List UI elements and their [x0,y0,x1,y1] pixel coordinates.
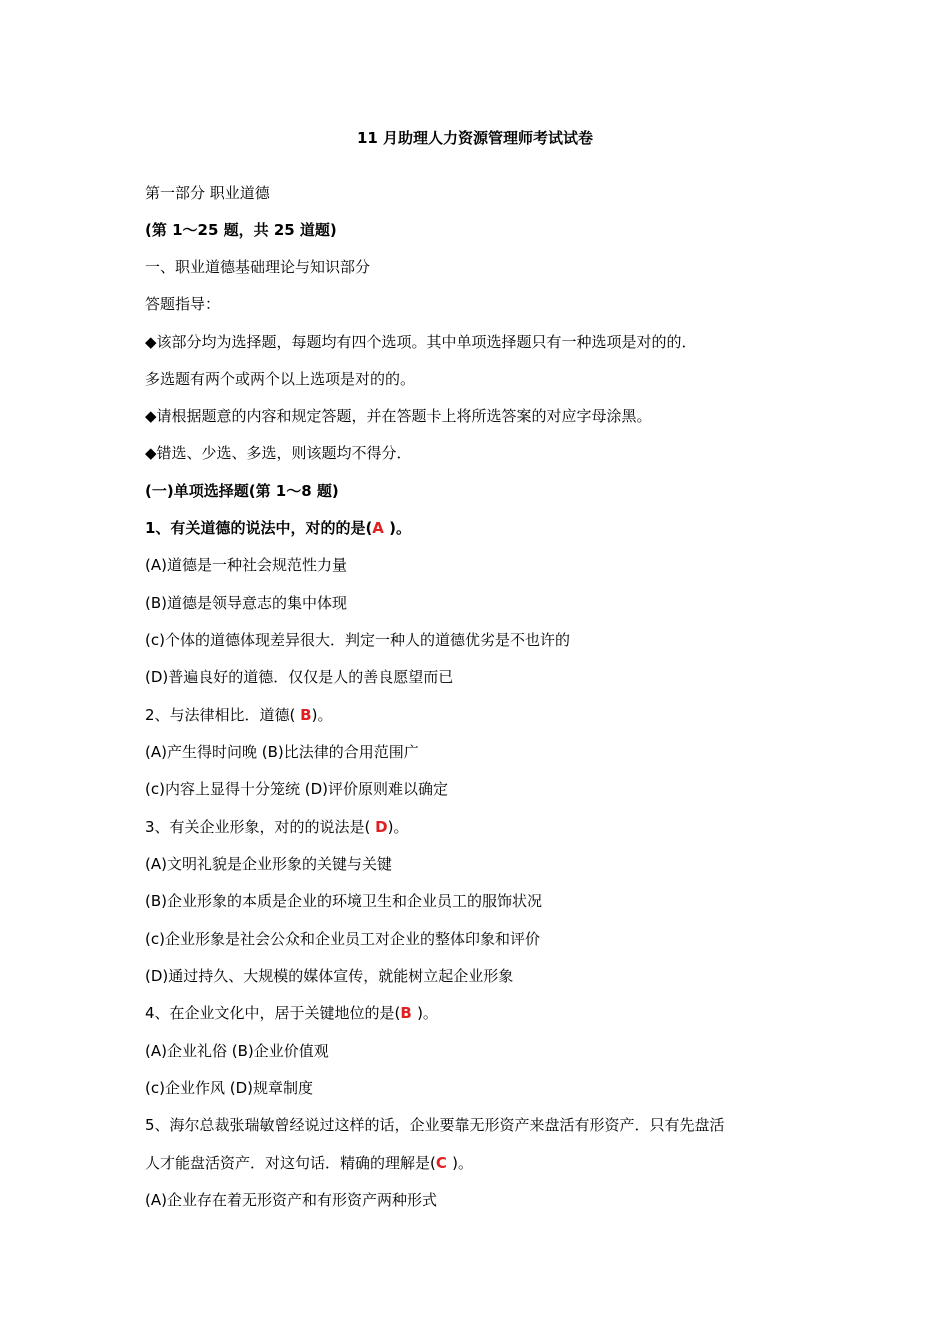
option-c: (c)企业形象是社会公众和企业员工对企业的整体印象和评价 [145,930,540,948]
question-end: )。 [389,519,411,537]
question-end: )。 [452,1154,473,1172]
options-ab: (A)企业礼俗 (B)企业价值观 [145,1042,329,1060]
document-title: 11 月助理人力资源管理师考试试卷 [356,129,594,147]
option-b: (B)道德是领导意志的集中体现 [145,594,347,612]
options-cd: (c)企业作风 (D)规章制度 [145,1079,313,1097]
question-text: 2、与法律相比．道德( [145,706,301,724]
answer-mark: B [400,1004,418,1022]
question-end: )。 [387,818,409,836]
guide-item: 多选题有两个或两个以上选项是对的的。 [145,370,416,388]
options-cd: (c)内容上显得十分笼统 (D)评价原则难以确定 [145,780,448,798]
guide-title: 答题指导： [145,295,221,313]
answer-mark: B [300,706,312,724]
question-end: )。 [311,706,333,724]
question-range: (第 1～25 题，共 25 道题) [145,221,337,239]
question-text: 4、在企业文化中，居于关键地位的是( [145,1004,401,1022]
question-text: 人才能盘活资产．对这句话．精确的理解是( [145,1154,436,1172]
question-text: 3、有关企业形象，对的的说法是( [145,818,376,836]
question-4 [145,1002,825,1024]
option-d: (D)通过持久、大规模的媒体宣传，就能树立起企业形象 [145,967,514,985]
guide-item: ◆请根据题意的内容和规定答题，并在答题卡上将所选答案的对应字母涂黑。 [145,407,652,425]
part-heading: 第一部分 职业道德 [145,184,270,202]
question-5-continued [145,1152,825,1174]
option-a: (A)企业存在着无形资产和有形资产两种形式 [145,1191,437,1209]
question-2 [145,704,825,726]
guide-item: ◆该部分均为选择题，每题均有四个选项。其中单项选择题只有一种选项是对的的． [145,333,697,351]
answer-mark: A [372,519,390,537]
options-ab: (A)产生得时问晚 (B)比法律的合用范围广 [145,743,419,761]
option-d: (D)普遍良好的道德．仅仅是人的善良愿望而已 [145,668,454,686]
question-end: )。 [417,1004,438,1022]
question-text: 1、有关道德的说法中，对的的是( [145,519,373,537]
section-heading: 一、职业道德基础理论与知识部分 [145,258,371,276]
guide-item: ◆错选、少选、多选，则该题均不得分． [145,444,412,462]
option-a: (A)文明礼貌是企业形象的关键与关键 [145,855,392,873]
option-a: (A)道德是一种社会规范性力量 [145,556,347,574]
subsection-heading: (一)单项选择题(第 1～8 题) [145,482,339,500]
question-5: 5、海尔总裁张瑞敏曾经说过这样的话，企业要靠无形资产来盘活有形资产．只有先盘活 [145,1116,725,1134]
option-b: (B)企业形象的本质是企业的环境卫生和企业员工的服饰状况 [145,892,542,910]
question-3 [145,816,825,838]
question-1 [145,517,825,539]
answer-mark: D [375,818,388,836]
answer-mark: C [435,1154,453,1172]
option-c: (c)个体的道德体现差异很大．判定一种人的道德优劣是不也许的 [145,631,570,649]
